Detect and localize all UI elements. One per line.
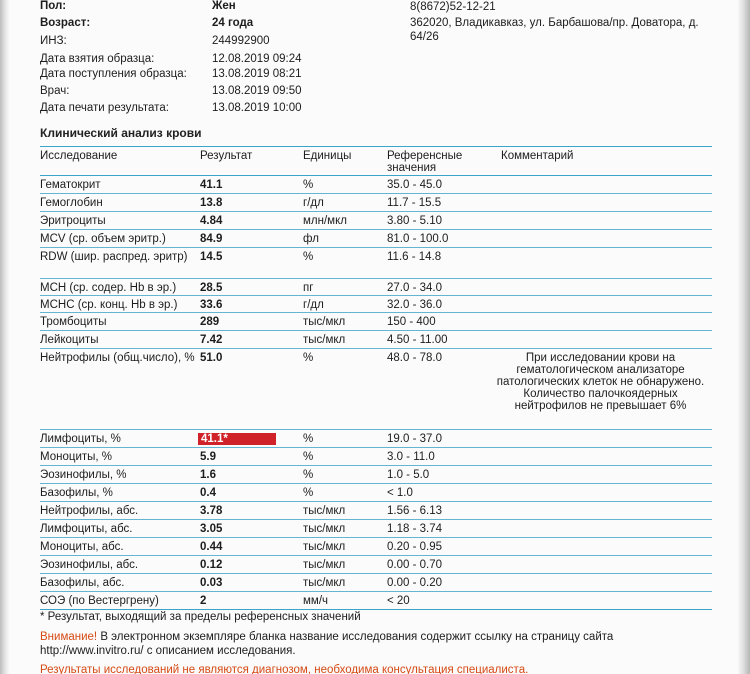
result-value: 1.6 [200,469,216,481]
result-value: 3.78 [200,505,223,517]
reference-range: 0.00 - 0.20 [387,577,442,589]
test-name: RDW (шир. распред. эритр) [40,251,188,263]
col-result: Результат [200,150,253,162]
table-row [40,466,712,484]
units: пг [303,282,314,294]
reference-range: 4.50 - 11.00 [387,334,448,346]
lab-phone: 8(8672)52-12-21 [410,1,496,13]
test-name: MCHC (ср. конц. Hb в эр.) [40,299,178,311]
reference-range: 150 - 400 [387,316,436,328]
sample-received-value: 13.08.2019 08:21 [212,68,302,80]
reference-range: 3.80 - 5.10 [387,215,442,227]
units: % [303,451,314,463]
table-row [40,592,712,610]
result-value-flagged [200,433,280,445]
test-name: MCV (ср. объем эритр.) [40,233,166,245]
attention-note [40,630,700,658]
inz-label: ИНЗ: [40,35,67,47]
test-name: Лейкоциты [40,334,99,346]
reference-range: 81.0 - 100.0 [387,233,449,245]
sample-taken-value: 12.08.2019 09:24 [212,53,302,65]
table-row [40,484,712,502]
table-row [40,279,712,296]
units: г/дл [303,197,324,209]
table-row [40,212,712,230]
reference-range: < 1.0 [387,487,413,499]
doctor-label: Врач: [40,85,70,97]
sex-label: Пол: [40,0,67,12]
result-value: 0.12 [200,559,223,571]
table-row [40,230,712,248]
result-value: 289 [200,316,220,328]
reference-range: 0.00 - 0.70 [387,559,442,571]
result-value: 28.5 [200,282,223,294]
units: % [303,487,314,499]
comment-text: При исследовании крови на гематологическом анализаторе патологических клеток не обнаружено. Количество палочкоядерных нейтрофилов не превышает 6% [496,352,705,412]
sample-received-label: Дата поступления образца: [40,68,187,80]
units: % [303,433,314,445]
units: мм/ч [303,595,328,607]
col-test: Исследование [40,150,118,162]
print-date-label: Дата печати результата: [40,102,169,114]
reference-range: 0.20 - 0.95 [387,541,442,553]
page-edge-right [738,0,750,674]
test-name: MCH (ср. содер. Hb в эр.) [40,282,177,294]
reference-range: 19.0 - 37.0 [387,433,442,445]
test-name: Лимфоциты, абс. [40,523,133,535]
test-name: Моноциты, абс. [40,541,124,553]
age-value: 24 года [212,17,254,29]
reference-range: < 20 [387,595,410,607]
result-value: 0.44 [200,541,223,553]
table-row [40,331,712,349]
section-title: Клинический анализ крови [40,126,202,140]
result-value: 3.05 [200,523,223,535]
test-name: Нейтрофилы (общ.число), % [40,352,195,364]
attention-text: В электронном экземпляре бланка название исследования содержит ссылку на страницу сайта [97,631,614,643]
sex-value: Жен [212,0,236,12]
page-edge-left [0,0,9,674]
result-value: 7.42 [200,334,223,346]
table-row [40,349,712,430]
col-comment: Комментарий [501,150,574,162]
result-value: 0.03 [200,577,223,589]
doctor-value: 13.08.2019 09:50 [212,85,302,97]
test-name: Нейтрофилы, абс. [40,505,139,517]
table-row-flagged [40,430,712,448]
disclaimer: Результаты исследований не являются диагнозом, необходима консультация специалиста. [40,664,529,674]
result-value: 0.4 [200,487,216,499]
out-of-range-flag: 41.1* [198,433,276,445]
test-name: Гематокрит [40,179,101,191]
reference-range: 1.56 - 6.13 [387,505,442,517]
sample-taken-label: Дата взятия образца: [40,53,155,65]
result-value: 4.84 [200,215,223,227]
units: тыс/мкл [303,316,346,328]
col-units: Единицы [303,150,352,162]
result-value: 2 [200,595,207,607]
units: % [303,251,314,263]
table-row [40,556,712,574]
result-value: 33.6 [200,299,223,311]
test-name: СОЭ (по Вестергрену) [40,595,159,607]
table-row [40,313,712,331]
result-value: 5.9 [200,451,216,463]
reference-range: 27.0 - 34.0 [387,282,442,294]
inz-value: 244992900 [212,35,270,47]
table-row [40,502,712,520]
result-value: 51.0 [200,352,223,364]
units: % [303,352,314,364]
table-row [40,296,712,313]
table-row [40,520,712,538]
table-row [40,448,712,466]
test-name: Эритроциты [40,215,106,227]
table-row [40,176,712,194]
units: тыс/мкл [303,577,346,589]
test-name: Эозинофилы, % [40,469,127,481]
table-header [40,146,712,176]
result-value: 13.8 [200,197,223,209]
print-date-value: 13.08.2019 10:00 [212,102,302,114]
units: тыс/мкл [303,334,346,346]
reference-range: 11.7 - 15.5 [387,197,442,209]
reference-range: 48.0 - 78.0 [387,352,442,364]
lab-address: 362020, Владикавказ, ул. Барбашова/пр. Доватора, д. 64/26 [410,17,699,43]
units: г/дл [303,299,324,311]
units: тыс/мкл [303,523,346,535]
units: млн/мкл [303,215,347,227]
test-name: Тромбоциты [40,316,107,328]
reference-range: 1.0 - 5.0 [387,469,430,481]
reference-range: 32.0 - 36.0 [387,299,442,311]
reference-range: 3.0 - 11.0 [387,451,435,463]
col-reference: Референсные значения [387,150,463,174]
attention-label: Внимание! [40,631,98,643]
table-row [40,248,712,279]
units: фл [303,233,319,245]
test-name: Гемоглобин [40,197,103,209]
site-suffix: с описанием исследования. [143,645,296,657]
test-name: Эозинофилы, абс. [40,559,139,571]
result-value: 84.9 [200,233,223,245]
table-row [40,574,712,592]
units: % [303,179,314,191]
reference-range: 1.18 - 3.74 [387,523,442,535]
reference-range: 35.0 - 45.0 [387,179,442,191]
result-value: 41.1 [200,179,223,191]
units: тыс/мкл [303,541,346,553]
table-row [40,194,712,212]
test-name: Лимфоциты, % [40,433,121,445]
result-value: 14.5 [200,251,223,263]
units: тыс/мкл [303,559,346,571]
age-label: Возраст: [40,17,91,29]
asterisk-note: * Результат, выходящий за пределы референсных значений [40,611,361,623]
test-name: Моноциты, % [40,451,113,463]
units: тыс/мкл [303,505,346,517]
lab-contact [410,0,720,44]
reference-range: 11.6 - 14.8 [387,251,442,263]
test-name: Базофилы, абс. [40,577,125,589]
site-link[interactable]: http://www.invitro.ru/ [40,645,144,657]
test-name: Базофилы, % [40,487,113,499]
units: % [303,469,314,481]
table-row [40,538,712,556]
